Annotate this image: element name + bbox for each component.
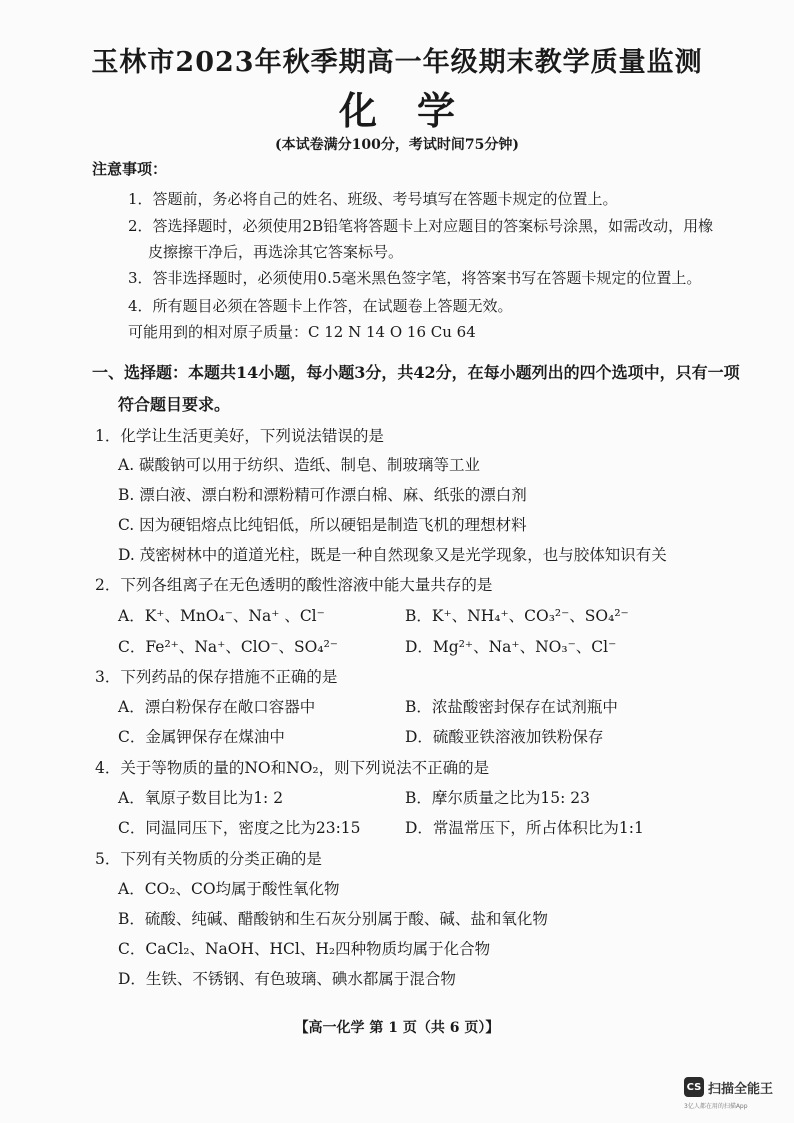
notice-item-2-cont: 皮擦擦干净后，再选涂其它答案标号。 <box>148 243 404 261</box>
question-2-stem: 2．下列各组离子在无色透明的酸性溶液中能大量共存的是 <box>95 576 493 594</box>
question-1-stem: 1．化学让生活更美好，下列说法错误的是 <box>95 427 384 445</box>
question-5-option-a: A．CO₂、CO均属于酸性氧化物 <box>118 880 340 898</box>
question-3-option-b: B．浓盐酸密封保存在试剂瓶中 <box>405 698 618 716</box>
question-1-option-d: D. 茂密树林中的道道光柱，既是一种自然现象又是光学现象，也与胶体知识有关 <box>118 546 667 564</box>
question-2-option-b: B．K⁺、NH₄⁺、CO₃²⁻、SO₄²⁻ <box>405 607 629 625</box>
question-4-option-d: D．常温常压下，所占体积比为1:1 <box>405 819 644 837</box>
question-3-stem: 3．下列药品的保存措施不正确的是 <box>95 668 338 686</box>
question-3-option-d: D．硫酸亚铁溶液加铁粉保存 <box>405 728 604 746</box>
question-3-option-a: A．漂白粉保存在敞口容器中 <box>118 698 316 716</box>
notice-heading: 注意事项： <box>92 160 168 178</box>
question-5-option-b: B．硫酸、纯碱、醋酸钠和生石灰分别属于酸、碱、盐和氧化物 <box>118 910 548 928</box>
atomic-mass: 可能用到的相对原子质量：C 12 N 14 O 16 Cu 64 <box>128 323 476 341</box>
notice-item-1: 1．答题前，务必将自己的姓名、班级、考号填写在答题卡规定的位置上。 <box>128 190 618 208</box>
notice-item-3: 3．答非选择题时，必须使用0.5毫米黑色签字笔，将答案书写在答题卡规定的位置上。 <box>128 269 702 287</box>
question-4-option-b: B．摩尔质量之比为15: 23 <box>405 789 590 807</box>
question-2-option-c: C．Fe²⁺、Na⁺、ClO⁻、SO₄²⁻ <box>118 638 338 656</box>
question-4-stem: 4．关于等物质的量的NO和NO₂，则下列说法不正确的是 <box>95 759 490 777</box>
section-heading: 一、选择题：本题共14小题，每小题3分，共42分，在每小题列出的四个选项中，只有一项 <box>92 363 740 382</box>
watermark-tagline: 3亿人都在用的扫描App <box>684 1103 748 1110</box>
question-4-option-a: A．氧原子数目比为1: 2 <box>118 789 284 807</box>
question-1-option-a: A. 碳酸钠可以用于纺织、造纸、制皂、制玻璃等工业 <box>118 456 481 474</box>
exam-info: (本试卷满分100分，考试时间75分钟) <box>275 137 519 153</box>
question-3-option-c: C．金属钾保存在煤油中 <box>118 728 285 746</box>
page-footer: 【高一化学 第 1 页（共 6 页）】 <box>294 1020 500 1036</box>
question-1-option-b: B. 漂白液、漂白粉和漂粉精可作漂白棉、麻、纸张的漂白剂 <box>118 486 527 504</box>
question-1-option-c: C. 因为硬铝熔点比纯铝低，所以硬铝是制造飞机的理想材料 <box>118 516 527 534</box>
notice-item-4: 4．所有题目必须在答题卡上作答，在试题卷上答题无效。 <box>128 297 513 315</box>
notice-item-2: 2．答选择题时，必须使用2B铅笔将答题卡上对应题目的答案标号涂黑，如需改动，用橡 <box>128 217 714 235</box>
question-4-option-c: C．同温同压下，密度之比为23:15 <box>118 819 361 837</box>
question-5-option-c: C．CaCl₂、NaOH、HCl、H₂四种物质均属于化合物 <box>118 940 491 958</box>
scanner-watermark <box>684 1077 773 1097</box>
question-5-option-d: D．生铁、不锈钢、有色玻璃、碘水都属于混合物 <box>118 970 456 988</box>
camscanner-logo-icon: CS <box>684 1077 704 1097</box>
question-2-option-a: A．K⁺、MnO₄⁻、Na⁺ 、Cl⁻ <box>118 607 325 625</box>
question-5-stem: 5．下列有关物质的分类正确的是 <box>95 850 322 868</box>
question-2-option-d: D．Mg²⁺、Na⁺、NO₃⁻、Cl⁻ <box>405 638 617 656</box>
section-heading-cont: 符合题目要求。 <box>118 395 231 414</box>
subject-title: 化学 <box>338 88 495 133</box>
watermark-name: 扫描全能王 <box>708 1081 774 1097</box>
exam-title: 玉林市2023年秋季期高一年级期末教学质量监测 <box>91 47 703 78</box>
